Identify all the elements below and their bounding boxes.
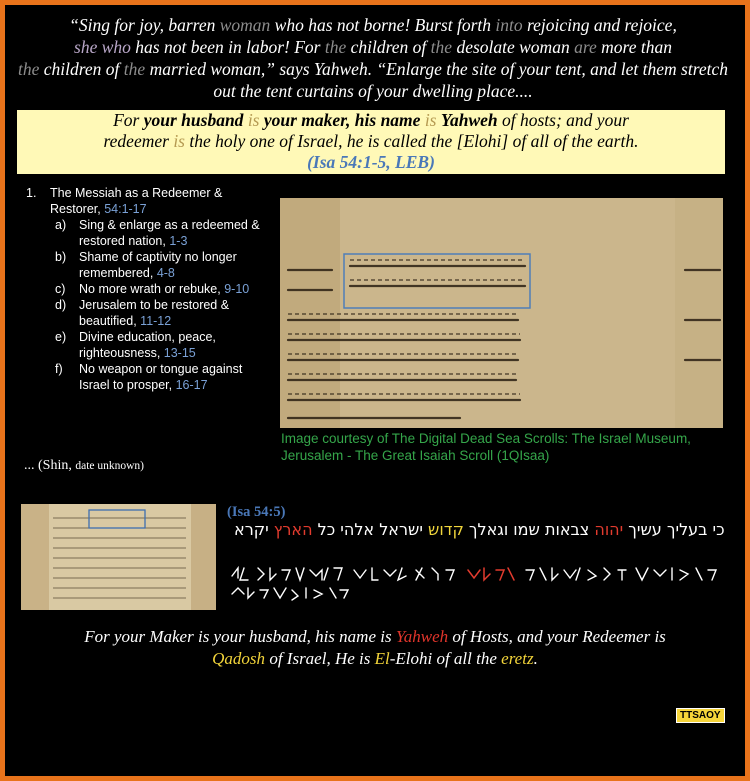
verse-bold: your husband (143, 110, 244, 130)
outline-item-reference: 13-15 (163, 346, 196, 360)
quote-word: the (123, 59, 146, 79)
outline-item-letter: c) (55, 282, 66, 296)
scroll-image (280, 198, 723, 428)
outline-reference: 54:1-17 (104, 202, 147, 216)
outline-item-text: No weapon or tongue against Israel to prosper, (79, 362, 243, 392)
outline-title: The Messiah as a Redeemer & Restorer, (50, 186, 223, 216)
outline-item-reference: 16-17 (175, 378, 208, 392)
translation-text: -Elohi of all the (389, 649, 502, 668)
outline-item-reference: 11-12 (140, 314, 172, 328)
outline-item-reference: 4-8 (156, 266, 175, 280)
image-credit: Image courtesy of The Digital Dead Sea Scrolls: The Israel Museum, Jerusalem - The Great Isaiah Scroll (1QIsaa) (281, 431, 691, 463)
outline-item (26, 329, 271, 361)
outline-item-letter: b) (55, 250, 67, 264)
hebrew-text: יקרא (234, 520, 274, 539)
translation-text: of Israel, He is (265, 649, 375, 668)
outline-item-text: Jerusalem to be restored & beautified, (79, 298, 230, 328)
shin-note (24, 458, 144, 474)
quote-word: are (574, 37, 597, 57)
outline-item-text: Divine education, peace, righteousness, (79, 330, 216, 360)
shin-text: ... (Shin, (24, 458, 76, 473)
outline-item-letter: f) (55, 362, 63, 376)
hebrew-qadosh: קדוש (428, 520, 464, 539)
verse-word: is (243, 110, 264, 130)
isaiah-quote (12, 14, 734, 102)
verse-word: is (420, 110, 441, 130)
quote-text: children of (39, 59, 124, 79)
outline-item-letter: d) (55, 298, 67, 312)
translation-eretz: eretz (501, 649, 534, 668)
outline-item (26, 361, 271, 393)
quote-text: has not been in labor! For (130, 37, 325, 57)
translation-el: El (374, 649, 390, 668)
hebrew-eretz: הארץ (273, 520, 313, 539)
outline-item (26, 249, 271, 281)
hebrew-verse (234, 520, 730, 539)
highlighted-verse (17, 110, 725, 174)
quote-text: more than (596, 37, 672, 57)
shin-date: date unknown) (75, 460, 145, 472)
hebrew-text: צבאות שמו וגאלך (463, 520, 595, 539)
outline-item-text: Shame of captivity no longer remembered, (79, 250, 237, 280)
outline-item-letter: e) (55, 330, 67, 344)
outline-item (26, 217, 271, 249)
outline-heading (26, 185, 271, 217)
translation (14, 626, 736, 670)
verse-reference: (Isa 54:1-5, LEB) (307, 152, 435, 172)
verse-text: the holy one of Israel, he is called the [Elohi] of all of the earth. (185, 131, 639, 151)
isaiah-scroll-photo (280, 198, 723, 428)
outline-items (26, 217, 271, 393)
ttsaoy-badge: TTSAOY (676, 708, 725, 723)
chapter-outline (26, 185, 271, 393)
verse-text: For (113, 110, 144, 130)
translation-text: . (533, 649, 538, 668)
verse-text: of hosts; and your (497, 110, 629, 130)
quote-word: the (17, 59, 40, 79)
verse-bold: your maker, his name (263, 110, 421, 130)
quote-word: she who (74, 37, 131, 57)
outline-item-reference: 1-3 (169, 234, 188, 248)
hebrew-divine-name: יהוה (594, 520, 624, 539)
translation-yahweh: Yahweh (395, 627, 449, 646)
verse-word: is (173, 131, 185, 151)
isa-54-5-reference: (Isa 54:5) (227, 504, 286, 520)
outline-item-text: No more wrath or rebuke, (79, 282, 225, 296)
quote-word: the (324, 37, 347, 57)
scroll-thumbnail (21, 504, 216, 610)
outline-item (26, 281, 271, 297)
verse-text: redeemer (103, 131, 174, 151)
quote-word: into (495, 15, 523, 35)
translation-text: For your Maker is your husband, his name is (84, 627, 396, 646)
paleo-hebrew-script (226, 560, 726, 604)
quote-text: desolate woman (452, 37, 575, 57)
outline-item-reference: 9-10 (224, 282, 250, 296)
translation-qadosh: Qadosh (212, 649, 266, 668)
outline-item-text: Sing & enlarge as a redeemed & restored nation, (79, 218, 260, 248)
hebrew-text: ישראל אלהי כל (312, 520, 429, 539)
scroll-thumbnail-image (21, 504, 216, 610)
outline-item (26, 297, 271, 329)
hebrew-text: כי בעליך עשיך (623, 520, 725, 539)
quote-text: who has not borne! Burst forth (270, 15, 496, 35)
paleo-hebrew-glyphs (226, 560, 726, 604)
verse-bold: Yahweh (440, 110, 498, 130)
quote-text: married woman,” says Yahweh. “Enlarge the site of your tent, and let them stretch out the tent curtains of your dwelling place.... (145, 59, 729, 101)
translation-text: of Hosts, and your Redeemer is (448, 627, 666, 646)
quote-text: rejoicing and rejoice, (522, 15, 677, 35)
quote-word: the (430, 37, 453, 57)
quote-text: “Sing for joy, barren (69, 15, 220, 35)
quote-text: children of (346, 37, 431, 57)
outline-number: 1. (26, 186, 37, 200)
outline-item-letter: a) (55, 218, 67, 232)
quote-word: woman (219, 15, 271, 35)
